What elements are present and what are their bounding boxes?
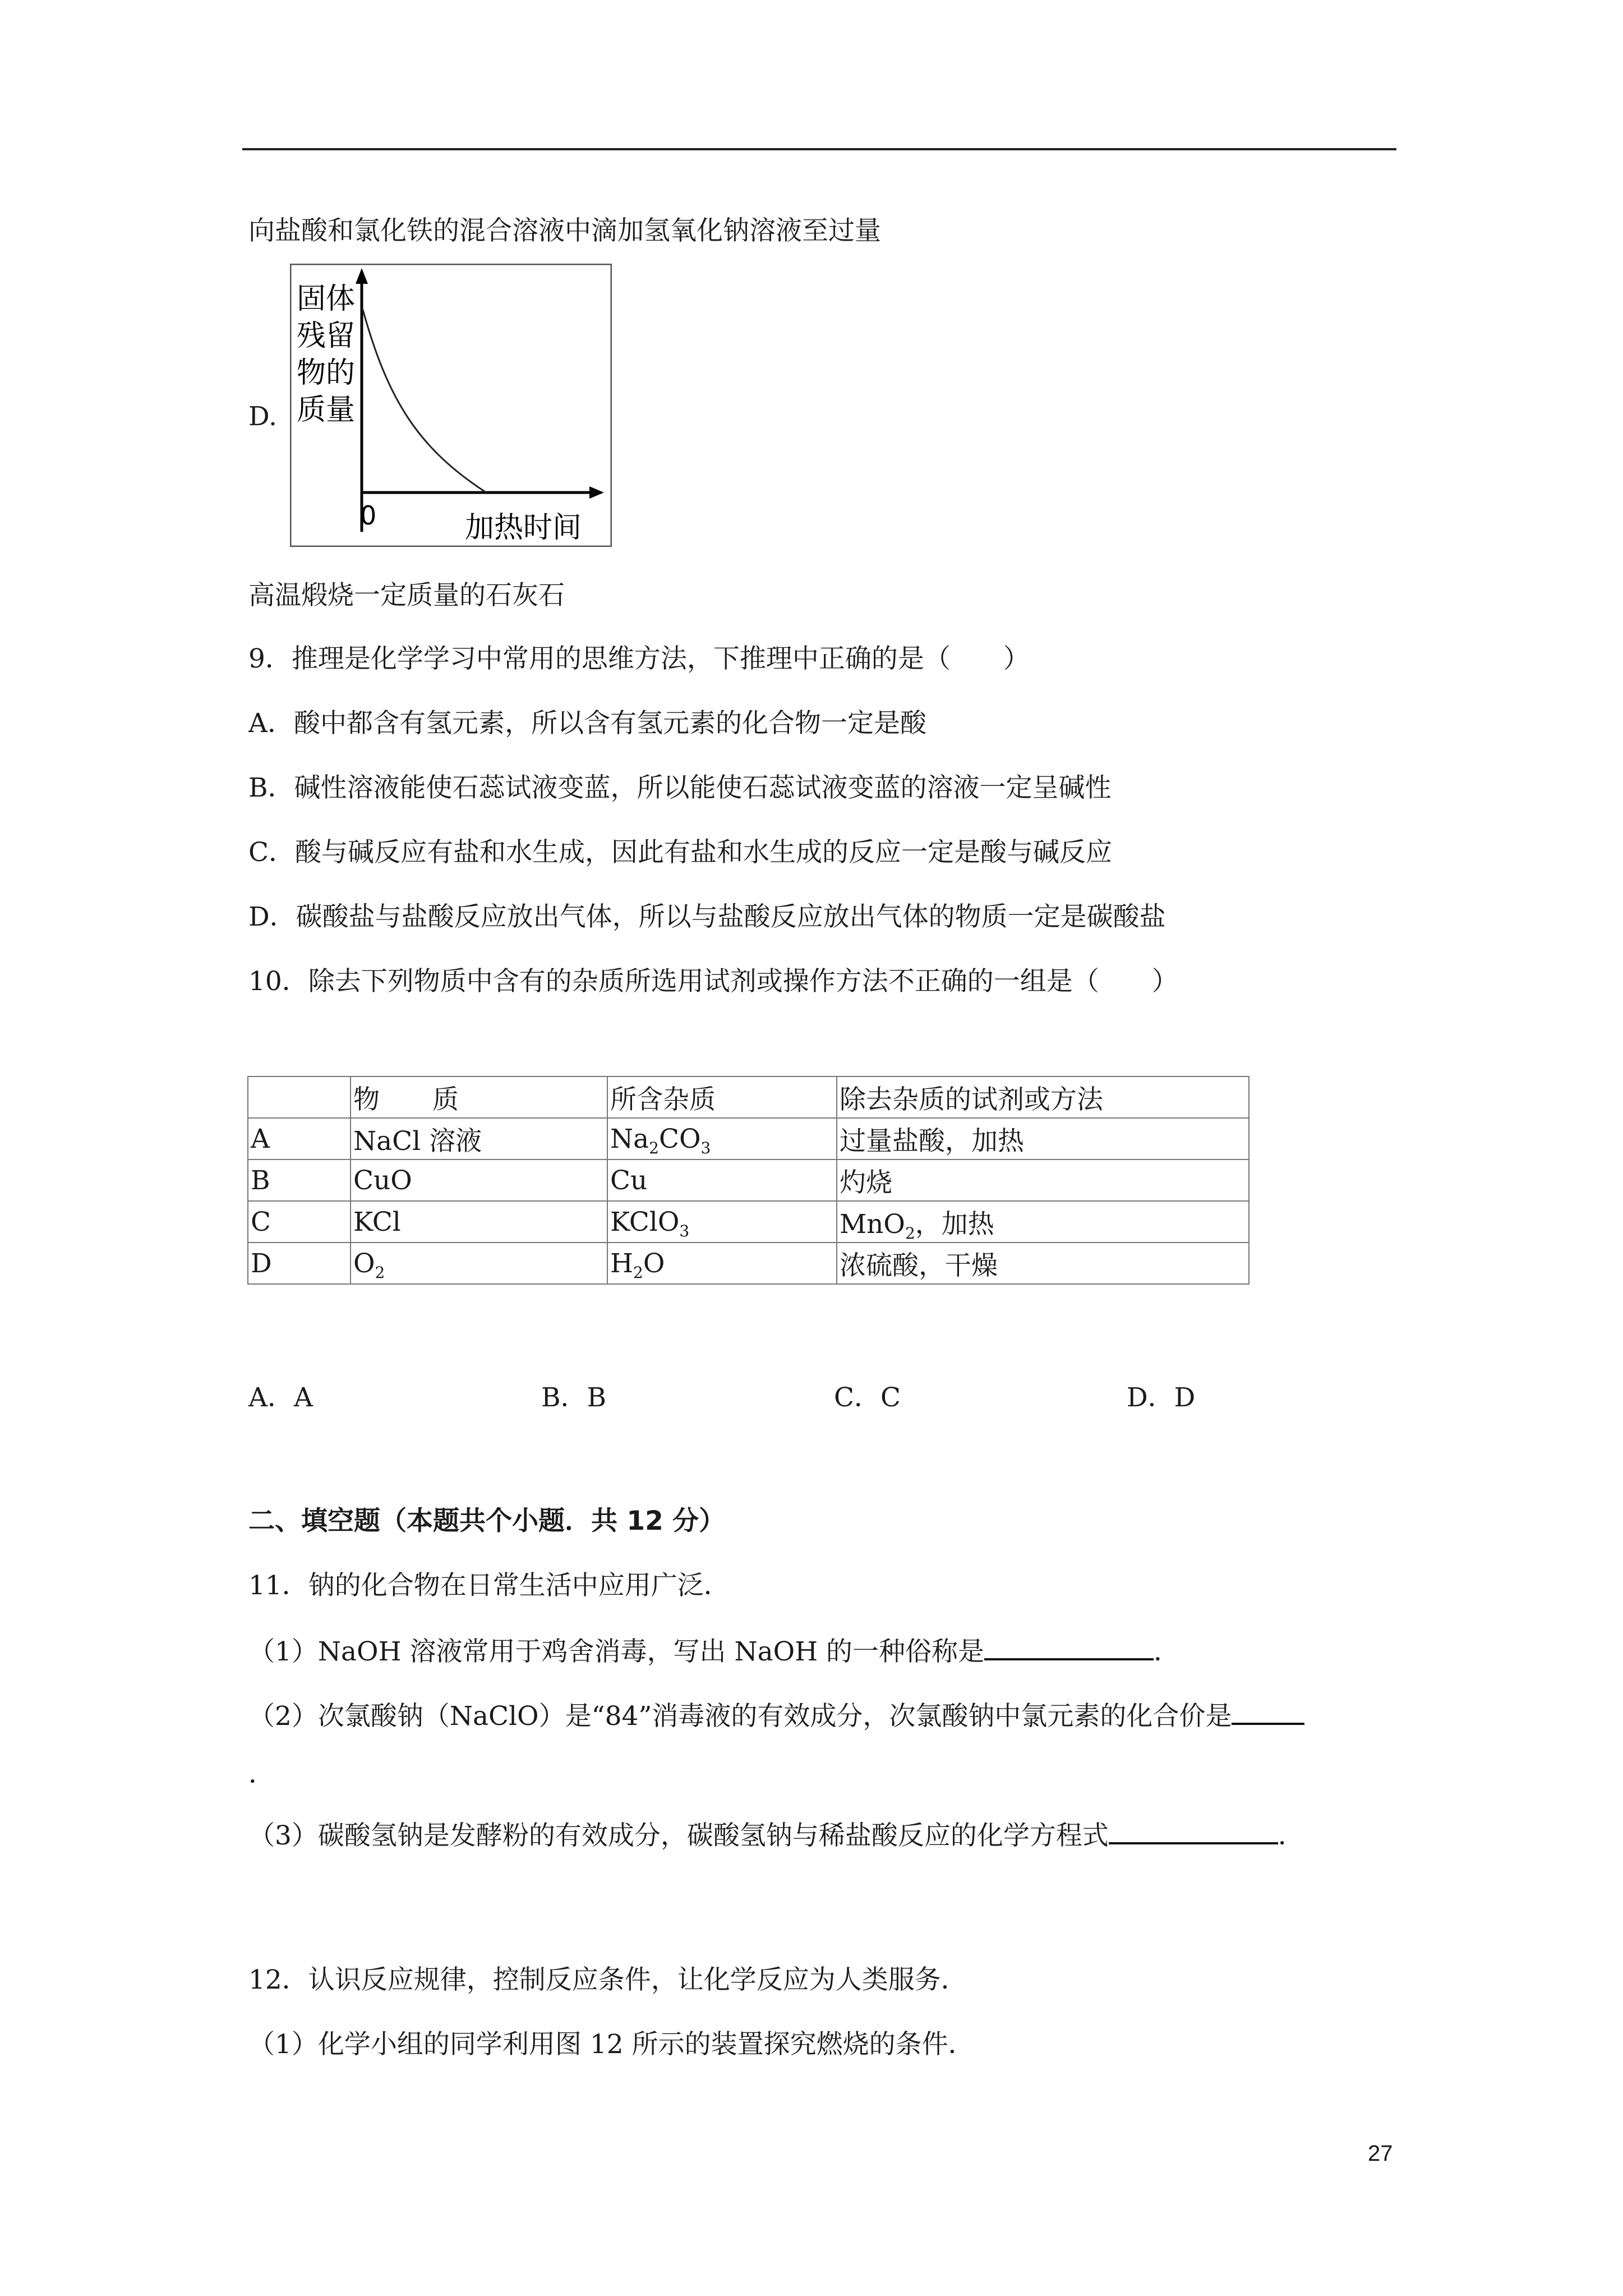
- table-header-cell: 除去杂质的试剂或方法: [837, 1076, 1249, 1118]
- q12-part-1: （1）化学小组的同学利用图 12 所示的装置探究燃烧的条件．: [248, 2029, 975, 2060]
- table-header-row: [248, 1076, 1249, 1118]
- answer-blank-2[interactable]: [1232, 1698, 1304, 1725]
- q12-stem: 12．认识反应规律，控制反应条件，让化学反应为人类服务．: [248, 1964, 967, 1995]
- substance-cell: CuO: [351, 1159, 607, 1201]
- substance-cell: NaCl 溶液: [351, 1118, 607, 1159]
- q10-table: [247, 1076, 1249, 1285]
- substance-cell: KCl: [351, 1201, 607, 1243]
- q10-stem: 10．除去下列物质中含有的杂质所选用试剂或操作方法不正确的一组是（ ）: [248, 966, 1178, 997]
- option-d-label: D.: [248, 401, 277, 432]
- calcination-graph: [290, 264, 612, 547]
- x-axis-arrow: [589, 486, 604, 499]
- table-header-cell: 物 质: [351, 1076, 607, 1118]
- table-row: [248, 1118, 1249, 1159]
- option-c-caption: 向盐酸和氯化铁的混合溶液中滴加氢氧化钠溶液至过量: [248, 215, 881, 246]
- header-rule: [242, 148, 1396, 150]
- y-label-line-4: 质量: [297, 393, 356, 427]
- table-row: [248, 1159, 1249, 1201]
- substance-cell: $O_2$: [351, 1243, 607, 1284]
- table-header-cell: 所含杂质: [607, 1076, 837, 1118]
- q9-stem: 9．推理是化学学习中常用的思维方法，下推理中正确的是（ ）: [248, 643, 1030, 674]
- q11-part-2: （2）次氯酸钠（NaClO）是“84”消毒液的有效成分，次氯酸钠中氯元素的化合价是: [248, 1698, 1304, 1733]
- answer-blank-3[interactable]: [1109, 1818, 1278, 1844]
- option-d-caption: 高温煅烧一定质量的石灰石: [248, 580, 565, 611]
- q11-stem: 11．钠的化合物在日常生活中应用广泛．: [248, 1570, 730, 1601]
- q11-part-3: （3）碳酸氢钠是发酵粉的有效成分，碳酸氢钠与稀盐酸反应的化学方程式 ．: [248, 1818, 1304, 1853]
- origin-label: 0: [360, 500, 377, 531]
- row-label: C: [248, 1201, 351, 1243]
- mass-curve: [363, 310, 486, 493]
- q10-choice-a: A．A: [248, 1382, 313, 1413]
- table-header-cell: [248, 1076, 351, 1118]
- q9-option-c: C．酸与碱反应有盐和水生成，因此有盐和水生成的反应一定是酸与碱反应: [248, 837, 1112, 868]
- impurity-cell: $Na_2CO_3$: [607, 1118, 837, 1159]
- answer-blank-1[interactable]: [984, 1634, 1154, 1660]
- q9-option-d: D．碳酸盐与盐酸反应放出气体，所以与盐酸反应放出气体的物质一定是碳酸盐: [248, 901, 1166, 932]
- method-cell: MnO$_2$，加热: [837, 1201, 1249, 1243]
- q11-part-2-period: ．: [248, 1759, 275, 1789]
- section-2-title: 二、填空题（本题共个小题．共 12 分）: [248, 1506, 726, 1536]
- x-label: 加热时间: [465, 511, 582, 545]
- q10-choice-b: B．B: [541, 1382, 607, 1413]
- row-label: B: [248, 1159, 351, 1201]
- q9-option-a: A．酸中都含有氢元素，所以含有氢元素的化合物一定是酸: [248, 708, 926, 739]
- y-label-line-1: 固体: [297, 282, 356, 316]
- method-cell: 浓硫酸，干燥: [837, 1243, 1249, 1284]
- page-number: 27: [1368, 2141, 1393, 2166]
- impurity-cell: $H_2O$: [607, 1243, 837, 1284]
- q10-choice-d: D．D: [1127, 1382, 1196, 1413]
- impurity-cell: KClO$_3$: [607, 1201, 837, 1243]
- q10-choice-c: C．C: [834, 1382, 901, 1413]
- method-cell: 灼烧: [837, 1159, 1249, 1201]
- row-label: A: [248, 1118, 351, 1159]
- row-label: D: [248, 1243, 351, 1284]
- q11-part-1: （1）NaOH 溶液常用于鸡舍消毒，写出 NaOH 的一种俗称是 ．: [248, 1634, 1180, 1669]
- y-axis-arrow: [356, 268, 368, 284]
- y-label-line-3: 物的: [297, 356, 356, 390]
- method-cell: 过量盐酸，加热: [837, 1118, 1249, 1159]
- y-label-line-2: 残留: [297, 319, 356, 353]
- table-row: [248, 1243, 1249, 1284]
- table-row: [248, 1201, 1249, 1243]
- q9-option-b: B．碱性溶液能使石蕊试液变蓝，所以能使石蕊试液变蓝的溶液一定呈碱性: [248, 772, 1112, 803]
- impurity-cell: Cu: [607, 1159, 837, 1201]
